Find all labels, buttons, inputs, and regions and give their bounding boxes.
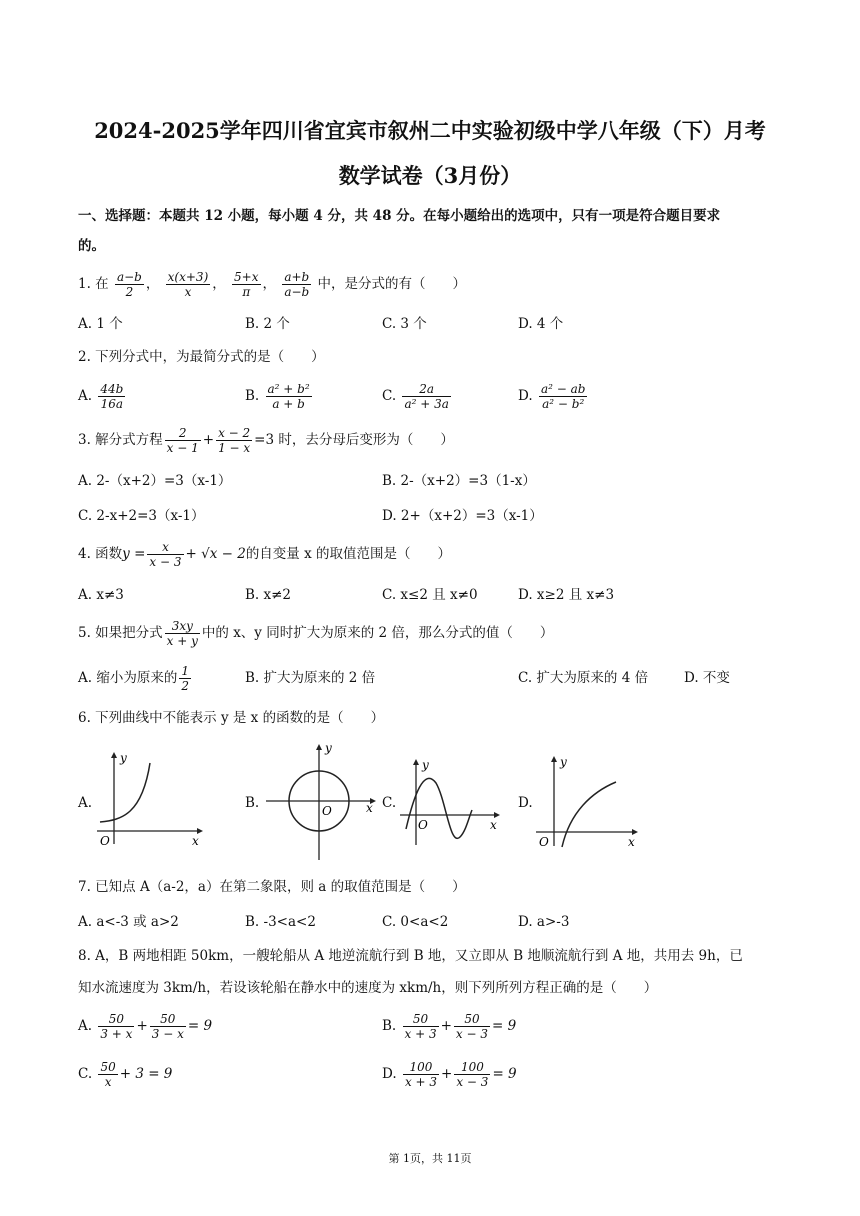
svg-text:O: O [322,804,332,818]
q6-graph-b [258,740,380,862]
q6-label-d: D. [518,795,533,811]
question-5-stem: 5. 如果把分式 $\frac{3xy}{x + y}$ 中的 x、y 同时扩大为原来的 2 倍，那么分式的值（ ） [78,619,554,648]
q2-option-a: A. $\frac{44b}{16a}$ [78,382,124,411]
q1-option-c: C. 3 个 [382,316,427,332]
q7-option-a: A. a<-3 或 a>2 [78,914,179,930]
svg-text:O: O [100,834,110,848]
page-footer: 第 1页，共 11页 [388,1152,472,1165]
q1-suffix: 中，是分式的有（ ） [317,276,466,292]
svg-text:x: x [366,801,373,815]
svg-text:y: y [422,758,429,772]
q6-label-a: A. [78,795,93,811]
question-6-stem: 6. 下列曲线中不能表示 y 是 x 的函数的是（ ） [78,710,385,726]
svg-text:O: O [418,818,428,832]
q2-option-d: D. $\frac{\text{a² − ab}}{\text{a² − b²}}$ [518,382,586,411]
q1-frac-2: $\frac{x(x+3)}{x}$ [167,270,209,299]
q4-option-c: C. x≤2 且 x≠0 [382,587,478,603]
q6-graph-d [532,752,644,848]
q3-option-c: C. 2-x+2=3（x-1） [78,508,205,524]
question-8-stem-line1: 8. A，B 两地相距 50km，一艘轮船从 A 地逆流航行到 B 地，又立即从 B 地顺流航行到 A 地，共用去 9h，已 [78,948,743,964]
q4-option-a: A. x≠3 [78,587,124,603]
q6-graph-c [396,755,506,850]
q3-option-b: B. 2-（x+2）=3（1-x） [382,473,536,489]
q5-option-c: C. 扩大为原来的 4 倍 [518,670,649,686]
question-7-stem: 7. 已知点 A（a-2，a）在第二象限，则 a 的取值范围是（ ） [78,879,466,895]
svg-text:y: y [560,755,567,769]
svg-text:O: O [539,835,549,848]
question-4-stem: 4. 函数y = $\frac{x}{x - 3}$ + √x − 2的自变量 x 的取值范围是（ ） [78,540,452,569]
question-1-stem: 1. 在 $\frac{a-b}{2}$ ， $\frac{x(x+3)}{x}$ ， $\frac{5+x}{\pi}$ ， $\frac{a+b}{a-b}$ 中，是分式的有（ ） [78,270,466,299]
q3-frac-1: $\frac{2}{x - 1}$ [166,426,199,455]
q1-frac-4: $\frac{a+b}{a-b}$ [284,270,310,299]
svg-text:y: y [120,751,127,765]
q4-sqrt: + √x − 2 [185,546,246,562]
q7-option-c: C. 0<a<2 [382,914,449,930]
page-title-line1: 2024-2025学年四川省宜宾市叙州二中实验初级中学八年级（下）月考 [94,118,766,143]
q6-label-b: B. [245,795,260,811]
q1-option-d: D. 4 个 [518,316,564,332]
q2-option-c: C. $\frac{2a}{\text{a² + 3a}}$ [382,382,449,411]
q5-frac: $\frac{3xy}{x + y}$ [166,619,198,648]
svg-text:y: y [325,741,332,755]
q6-label-c: C. [382,795,397,811]
svg-text:x: x [628,835,635,848]
q8-option-c: C. $\frac{50}{x}$ + 3 = 9 [78,1060,173,1089]
question-8-stem-line2: 知水流速度为 3km/h，若设该轮船在静水中的速度为 xkm/h，则下列所列方程正确的是（ ） [78,980,658,996]
q7-option-b: B. -3<a<2 [245,914,316,930]
question-3-stem: 3. 解分式方程 $\frac{2}{x - 1}$ + $\frac{x - 2}{1 - x}$ =3 时，去分母后变形为（ ） [78,426,454,455]
q8-option-b: B. $\frac{50}{x + 3}$ + $\frac{50}{x - 3}$ = 9 [382,1012,517,1041]
q4-option-b: B. x≠2 [245,587,292,603]
q1-prefix: 1. 在 [78,276,109,292]
q1-frac-3: $\frac{5+x}{\pi}$ [234,270,259,299]
q8-option-a: A. $\frac{50}{3 + x}$ + $\frac{50}{3 - x}$ = 9 [78,1012,213,1041]
section-heading: 一、选择题：本题共 12 小题，每小题 4 分，共 48 分。在每小题给出的选项中，只有一项是符合题目要求 [78,208,721,224]
q3-option-d: D. 2+（x+2）=3（x-1） [382,508,543,524]
q6-graph-a [92,748,207,848]
q2-option-b: B. $\frac{\text{a² + b²}}{a + b}$ [245,382,310,411]
question-2-stem: 2. 下列分式中，为最简分式的是（ ） [78,349,325,365]
q4-option-d: D. x≥2 且 x≠3 [518,587,615,603]
q1-frac-1: $\frac{a-b}{2}$ [116,270,142,299]
q3-frac-2: $\frac{x - 2}{1 - x}$ [218,426,251,455]
q5-option-a: A. 缩小为原来的 $\frac{1}{2}$ [78,664,189,693]
q5-option-d: D. 不变 [684,670,730,686]
q5-option-b: B. 扩大为原来的 2 倍 [245,670,376,686]
section-heading-cont: 的。 [78,238,105,254]
svg-text:x: x [490,818,497,832]
svg-text:x: x [192,834,199,848]
q8-option-d: D. $\frac{100}{x + 3}$ + $\frac{100}{x - 3}$ = 9 [382,1060,517,1089]
q4-frac: $\frac{x}{x - 3}$ [149,540,182,569]
q1-option-a: A. 1 个 [78,316,123,332]
q3-option-a: A. 2-（x+2）=3（x-1） [78,473,232,489]
q1-option-b: B. 2 个 [245,316,290,332]
page-title-line2: 数学试卷（3月份） [338,163,522,188]
q7-option-d: D. a>-3 [518,914,570,930]
